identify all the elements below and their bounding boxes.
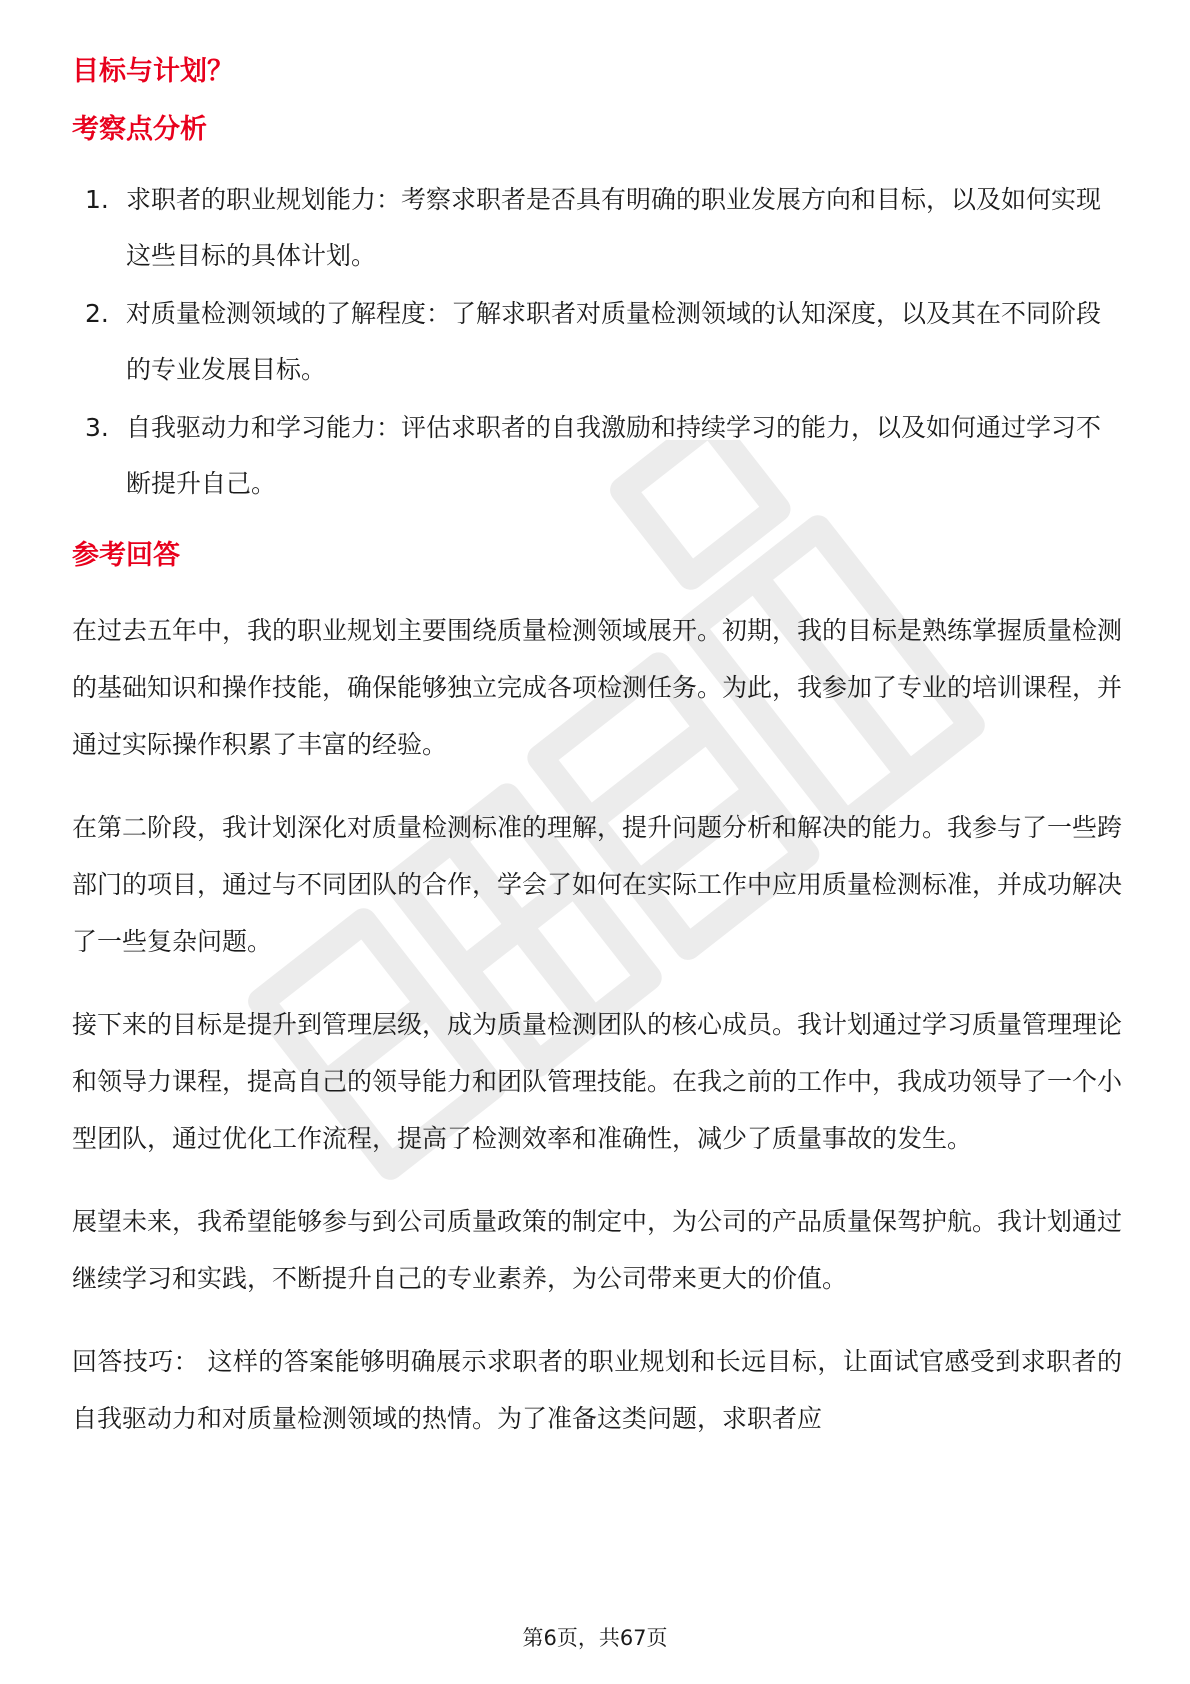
list-item: [72, 172, 1122, 284]
list-item-text: 自我驱动力和学习能力：评估求职者的自我激励和持续学习的能力，以及如何通过学习不断提升自己。: [126, 413, 1102, 498]
analysis-heading: 考察点分析: [72, 114, 207, 145]
answer-tips-paragraph: 回答技巧： 这样的答案能够明确展示求职者的职业规划和长远目标，让面试官感受到求职者的自我驱动力和对质量检测领域的热情。为了准备这类问题，求职者应: [72, 1347, 1122, 1433]
answer-paragraph-2: 在第二阶段，我计划深化对质量检测标准的理解，提升问题分析和解决的能力。我参与了一些跨部门的项目，通过与不同团队的合作，学会了如何在实际工作中应用质量检测标准，并成功解决了一些复杂问题。: [72, 813, 1123, 956]
document-content: [72, 52, 1122, 1473]
list-item: [72, 400, 1122, 512]
answer-paragraph-3: 接下来的目标是提升到管理层级，成为质量检测团队的核心成员。我计划通过学习质量管理理论和领导力课程，提高自己的领导能力和团队管理技能。在我之前的工作中，我成功领导了一个小型团队，通过优化工作流程，提高了检测效率和准确性，减少了质量事故的发生。: [72, 1010, 1123, 1153]
answer-paragraph-4: 展望未来，我希望能够参与到公司质量政策的制定中，为公司的产品质量保驾护航。我计划通过继续学习和实践，不断提升自己的专业素养，为公司带来更大的价值。: [72, 1207, 1123, 1293]
list-item-number: 2.: [85, 299, 109, 328]
answer-paragraph-1: 在过去五年中，我的职业规划主要围绕质量检测领域展开。初期，我的目标是熟练掌握质量检测的基础知识和操作技能，确保能够独立完成各项检测任务。为此，我参加了专业的培训课程，并通过实际操作积累了丰富的经验。: [72, 616, 1123, 759]
list-item-number: 3.: [85, 413, 109, 442]
page-number-footer: 第6页，共67页: [522, 1626, 668, 1650]
list-item: [72, 286, 1122, 398]
list-item-text: 求职者的职业规划能力：考察求职者是否具有明确的职业发展方向和目标，以及如何实现这些目标的具体计划。: [126, 185, 1102, 270]
list-item-number: 1.: [85, 185, 109, 214]
analysis-points-list: [72, 172, 1122, 512]
reference-answer-heading: 参考回答: [72, 540, 180, 571]
question-title-heading: 目标与计划？: [72, 56, 234, 87]
list-item-text: 对质量检测领域的了解程度：了解求职者对质量检测领域的认知深度，以及其在不同阶段的专业发展目标。: [126, 299, 1102, 384]
